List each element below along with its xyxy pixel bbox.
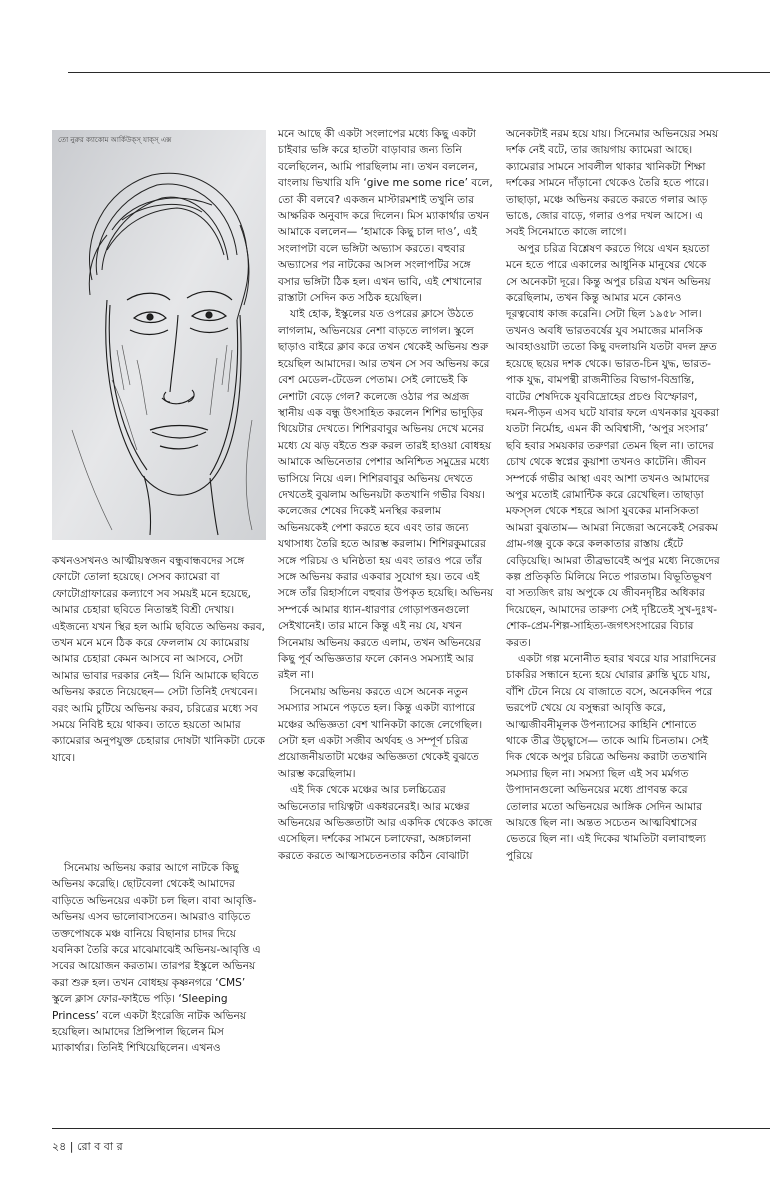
paragraph: যাই হোক, ইস্কুলের যত ওপরের ক্লাসে উঠতে লাগলাম, অভিনয়ের নেশা বাড়তে লাগল। স্কুলে ছাড়াও বাইরে ক্লাব করে তখন থেকেই অভিনয় শুরু হয়েছিল আমাদের। আর তখন সে সব অভিনয় করে বেশ মেডেল-টেডেল পেতাম। সেই লোভেই কি নেশাটা বেড়ে গেল? কলেজে ওঠার পর অগ্রজ স্থানীয় এক বন্ধু উৎসাহিত করলেন শিশির ভাদুড়ির থিয়েটার দেখতে। শিশিরবাবুর অভিনয় দেখে মনের মধ্যে যে ঝড় বইতে শুরু করল তারই হাওয়া বোধহয় আমাকে অভিনেতার পেশার অনিশ্চিত সমুদ্রের মধ্যে ভাসিয়ে নিয়ে এল। শিশিরবাবুর অভিনয় দেখতে দেখতেই বুঝলাম অভিনয়টা কতখানি গভীর বিষয়। কলেজের শেষের দিকেই মনস্থির করলাম অভিনয়কেই পেশা করতে হবে এবং তার জন্যে যথাসাধ্য তৈরি হতে আরম্ভ করলাম। শিশিরকুমারের সঙ্গে পরিচয় ও ঘনিষ্ঠতা হয় এবং তারও পরে তাঁর সঙ্গে অভিনয় করার একবার সুযোগ হয়। তবে এই সঙ্গে তাঁর রিহার্সালে বহুবার উপকৃত হয়েছি। অভিনয় সম্পর্কে আমার ধ্যান-ধারণার গোড়াপত্তনগুলো সেইখানেই। তার মানে কিন্তু এই নয় যে, যখন সিনেমায় অভিনয় করতে এলাম, তখন অভিনয়ের কিছু পূর্ব অভিজ্ঞতার ফলে কোনও সমস্যাই আর রইল না। (278, 308, 494, 682)
paragraph: অপুর চরিত্র বিশ্লেষণ করতে গিয়ে এখন হয়তো মনে হতে পারে একালের আধুনিক মানুষের থেকে সে অনেকটা দূরে। কিন্তু অপুর চরিত্র যখন অভিনয় করেছিলাম, তখন কিন্তু আমার মনে কোনও দূরত্ববোধ কাজ করেনি। সেটা ছিল ১৯৫৮ সাল। তখনও অবধি ভারতবর্ষের যুব সমাজের মানসিক আবহাওয়াটা ততো কিছু বদলায়নি যতটা বদল দ্রুত হয়েছে ছয়ের দশক থেকে। ভারত-চিন যুদ্ধ, ভারত-পাক যুদ্ধ, বামপন্থী রাজনীতির বিভাগ-বিভ্রান্তি, বাটের শেষদিকে যুববিদ্রোহের প্রচণ্ড বিস্ফোরণ, দমন-পীড়ন এসব ঘটে যাবার ফলে এখনকার যুবকরা যতটা নির্মোহ, এমন কী অবিশ্বাসী, ‘অপুর সংসার’ ছবি হবার সময়কার তরুণরা তেমন ছিল না। তাদের চোখ থেকে স্বপ্নের কুয়াশা তখনও কাটেনি। জীবন সম্পর্কে গভীর আস্থা এবং আশা তখনও আমাদের অপুর মতোই রোমান্টিক করে রেখেছিল। তাছাড়া মফস্সল থেকে শহরে আসা যুবকের মানসিকতা আমরা বুঝতাম— আমরা নিজেরা অনেকেই সেরকম গ্রাম-গঞ্জ বুকে করে কলকাতার রাস্তায় হেঁটে বেড়িয়েছি। আমরা তীব্রভাবেই অপুর মধ্যে নিজেদের কল্প প্রতিকৃতি মিলিয়ে নিতে পারতাম। বিভূতিভূষণ বা সত্যজিৎ রায় অপুকে যে জীবনদৃষ্টির অধিকার দিয়েছেন, আমাদের তারুণ্য সেই দৃষ্টিতেই সুখ-দুঃখ-শোক-প্রেম-শিল্প-সাহিত্য-জগৎসংসারের বিচার করত। (506, 242, 720, 649)
column-2 (278, 126, 494, 864)
paragraph: অনেকটাই নরম হয়ে যায়। সিনেমার অভিনয়ের সময় দর্শক নেই বটে, তার জায়গায় ক্যামেরা আছে। ক্যামেরার সামনে সাবলীল থাকার খানিকটা শিক্ষা দর্শকের সামনে দাঁড়ানো থেকেও তৈরি হতে পারে। তাছাড়া, মঞ্চে অভিনয় করতে করতে গলার আড় ভাঙে, জোর বাড়ে, গলার ওপর দখল আসে। এ সবই সিনেমাতে কাজে লাগে। (506, 128, 719, 239)
bottom-rule (52, 1128, 770, 1129)
page-folio: ২৪ | রো ব বা র (52, 1140, 123, 1153)
paragraph: মনে আছে কী একটা সংলাপের মধ্যে কিছু একটা চাইবার ভঙ্গি করে হাতটা বাড়াবার জন্য তিনি বলেছিলেন, আমি পারছিলাম না। তখন বললেন, বাংলায় ভিখারি যদি ‘give me some rice’ বলে, তো কী বলবে? একজন মাস্টারমশাই তখুনি তার আক্ষরিক অনুবাদ করে দিলেন। মিস ম্যাকার্থার তখন আমাকে বললেন— ‘হামাকে কিছু চাল দাও’, এই সংলাপটা বলে ভঙ্গিটা অভ্যাস করতে। বহুবার অভ্যাসের পর নাটকের আসল সংলাপটির সঙ্গে বসার ভঙ্গিটা ঠিক হল। এখন ভাবি, এই শেখানোর রাস্তাটা সেদিন কত সঠিক হয়েছিল। (278, 128, 493, 305)
paragraph: একটা গল্প মনোনীত হবার খবরে যার সারাদিনের চাকরির সন্ধানে হন্যে হয়ে ঘোরার ক্লান্তি ঘুচে যায়, বাঁশি টেনে নিয়ে যে বাজাতে বসে, অনেকদিন পরে ভরপেট খেয়ে যে বসুন্ধরা আবৃত্তি করে, আত্মজীবনীমূলক উপন্যাসের কাহিনি শোনাতে থাকে তীব্র উচ্ছ্বাসে— তাকে আমি চিনতাম। সেই দিক থেকে অপুর চরিত্রে অভিনয় করাটা ততখানি সমস্যার ছিল না। সমস্যা ছিল এই সব মর্মগত উপাদানগুলো অভিনয়ের মধ্যে প্রাণবন্ত করে তোলার মতো অভিনয়ের আঙ্গিক সেদিন আমার আয়ত্তে ছিল না। অন্তত সচেতন আত্মবিশ্বাসের ভেতরে ছিল না। এই দিকের খামতিটা বলাবাহুল্য পুরিয়ে (506, 653, 717, 862)
top-rule (68, 72, 770, 73)
sketch-drawing (52, 130, 266, 540)
paragraph: এই দিক থেকে মঞ্চের আর চলচ্চিত্রের অভিনেতার দায়িত্বটা একধরনেরই। আর মঞ্চের অভিনয়ের অভিজ্ঞতাটা আর একদিক থেকেও কাজে এসেছিল। দর্শকের সামনে চলাফেরা, অঙ্গচালনা করতে করতে আত্মসচেতনতার কঠিন বোঝাটা (278, 784, 493, 862)
paragraph: সিনেমায় অভিনয় করতে এসে অনেক নতুন সমস্যার সামনে পড়তে হল। কিন্তু একটা ব্যাপারে মঞ্চের অভিজ্ঞতা বেশ খানিকটা কাজে লেগেছিল। সেটা হল একটা সজীব অর্থবহ ও সম্পূর্ণ চরিত্র প্রয়োজনীয়তাটা মঞ্চের অভিজ্ঞতা থেকেই বুঝতে আরম্ভ করেছিলাম। (278, 685, 483, 780)
paragraph: কখনওসখনও আত্মীয়স্বজন বন্ধুবান্ধবদের সঙ্গে ফোটো তোলা হয়েছে। সেসব ক্যামেরা বা ফোটোগ্রাফারের কল্যাণে সব সময়ই মনে হয়েছে, আমার চেহারা ছবিতে নিতান্তই বিশ্রী দেখায়। এইজন্যে যখন স্থির হল আমি ছবিতে অভিনয় করব, তখন মনে মনে ঠিক করে ফেললাম যে ক্যামেরায় আমার চেহারা কেমন আসবে না আসবে, সেটা আমার ভাবার দরকার নেই— যিনি আমাকে ছবিতে অভিনয় করতে নিয়েছেন— সেটা তিনিই দেখবেন। বরং আমি চুটিয়ে অভিনয় করব, চরিত্রের মধ্যে সব সময়ে নিবিষ্ট হয়ে থাকব। তাতে হয়তো আমার ক্যামেরার অনুপযুক্ত চেহারার দোষটা খানিকটা ঢেকে যাবে। (52, 555, 265, 764)
column-3 (506, 126, 720, 864)
portrait-sketch (52, 130, 266, 540)
column-1-lower (52, 860, 266, 1057)
column-1-upper (52, 553, 266, 766)
sketch-caption: তো নুরুর ক্যাকোম আর্কিউক্স্ যাক্স্ এক্স (58, 136, 172, 144)
paragraph: সিনেমায় অভিনয় করার আগে নাটকে কিছু অভিনয় করেছি। ছোটবেলা থেকেই আমাদের বাড়িতে অভিনয়ের একটা চল ছিল। বাবা আবৃত্তি-অভিনয় এসব ভালোবাসতেন। আমরাও বাড়িতে তক্তপোষকে মঞ্চ বানিয়ে বিছানার চাদর দিয়ে যবনিকা তৈরি করে মাঝেমাঝেই অভিনয়-আবৃত্তি এ সবের আয়োজন করতাম। তারপর ইস্কুলে অভিনয় করা শুরু হল। তখন বোধহয় কৃষ্ণনগরে ‘CMS’ স্কুলে ক্লাস ফোর-ফাইভে পড়ি। ‘Sleeping Princess’ বলে একটা ইংরেজি নাটক অভিনয় হয়েছিল। আমাদের প্রিন্সিপাল ছিলেন মিস ম্যাকার্থার। তিনিই শিখিয়েছিলেন। এখনও (52, 862, 261, 1055)
